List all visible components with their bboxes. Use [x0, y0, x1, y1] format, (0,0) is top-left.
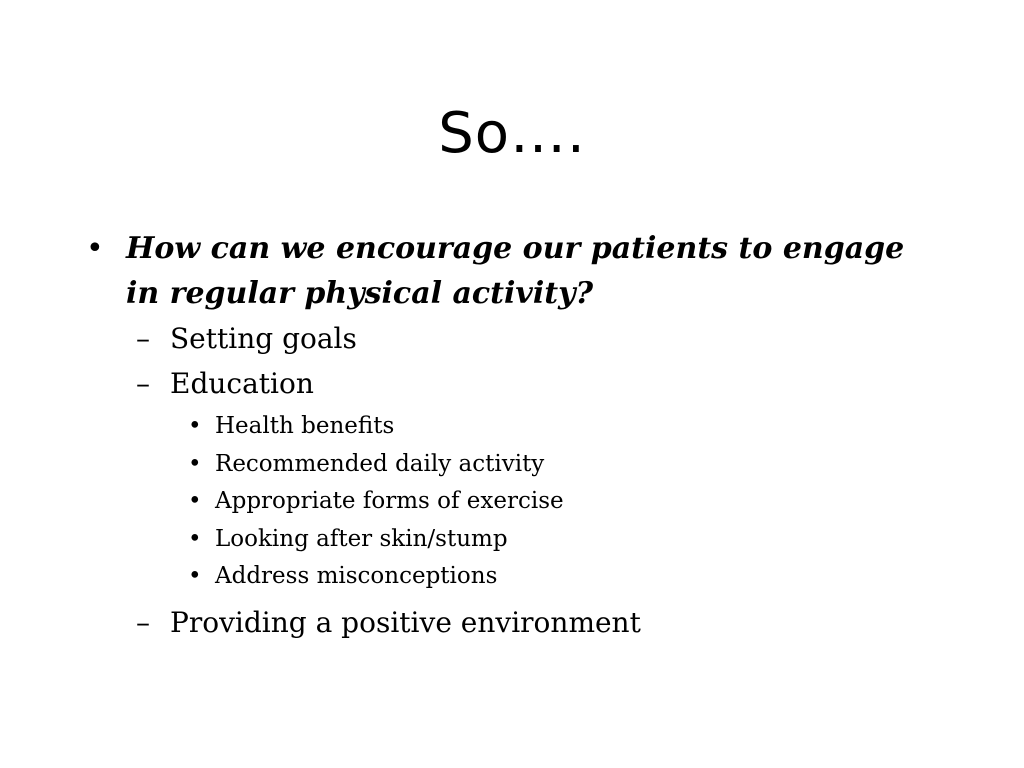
- slide-title: So….: [438, 101, 586, 166]
- subpoint-label: Appropriate forms of exercise: [215, 488, 564, 514]
- point-label: Providing a positive environment: [170, 605, 641, 639]
- dash-icon: –: [136, 322, 150, 355]
- bullet-icon: •: [188, 450, 202, 477]
- bullet-icon: •: [188, 525, 202, 552]
- bullet-icon: •: [86, 231, 104, 266]
- bullet-icon: •: [188, 413, 202, 439]
- main-question: [86, 226, 946, 316]
- point-positive-environment: [136, 600, 946, 645]
- point-education: [136, 361, 946, 406]
- subpoint-daily-activity: [188, 446, 946, 484]
- dash-icon: –: [136, 367, 150, 400]
- slide-body: [86, 226, 946, 645]
- main-question-text: How can we encourage our patients to engage in regular physical activity?: [126, 231, 905, 311]
- point-setting-goals: [136, 316, 946, 361]
- subpoint-label: Looking after skin/stump: [215, 525, 508, 552]
- education-subpoints: [86, 408, 946, 596]
- subpoint-skin-stump: [188, 521, 946, 559]
- subpoint-label: Health benefits: [215, 413, 395, 439]
- dash-icon: –: [136, 605, 150, 639]
- bullet-icon: •: [188, 488, 202, 514]
- subpoint-forms-of-exercise: [188, 483, 946, 521]
- subpoint-label: Address misconceptions: [215, 563, 498, 589]
- point-label: Education: [170, 367, 314, 400]
- bullet-icon: •: [188, 563, 202, 589]
- subpoint-label: Recommended daily activity: [215, 450, 545, 477]
- point-label: Setting goals: [170, 322, 357, 355]
- subpoint-health-benefits: [188, 408, 946, 446]
- subpoint-misconceptions: [188, 558, 946, 596]
